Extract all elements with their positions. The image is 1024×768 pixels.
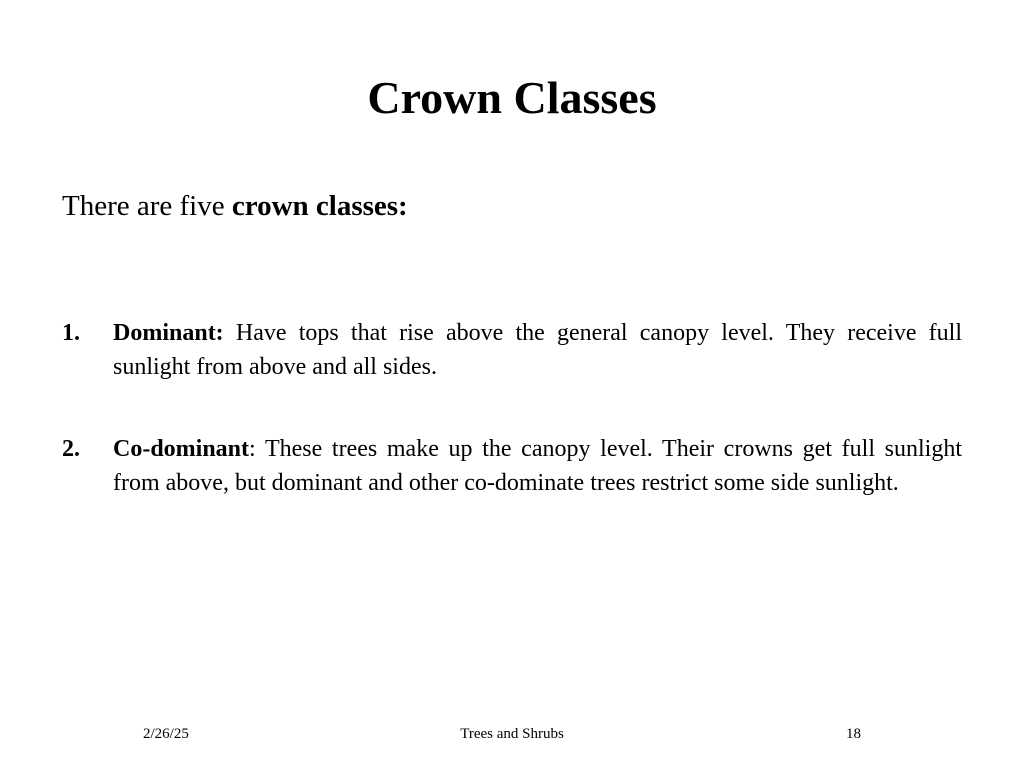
footer-page-number: 18	[846, 726, 861, 742]
list-item-text	[113, 432, 962, 500]
intro-prefix: There are five	[62, 190, 232, 222]
list-number: 2.	[62, 436, 80, 462]
list-number: 1.	[62, 320, 80, 346]
list-item-term: Dominant:	[113, 320, 224, 346]
list-item-term: Co-dominant	[113, 436, 250, 462]
list-item-description: These trees make up the canopy level. Their crowns get full sunlight from above, but dominant and other co-dominate trees restrict some side sunlight.	[113, 436, 962, 496]
list-item-description: Have tops that rise above the general canopy level. They receive full sunlight from above and all sides.	[113, 320, 962, 380]
slide-title: Crown Classes	[367, 72, 657, 123]
intro-emphasis: crown classes:	[231, 190, 408, 222]
intro-text	[62, 188, 408, 224]
footer-title: Trees and Shrubs	[460, 726, 564, 742]
list-item-separator: :	[249, 436, 256, 462]
footer-date: 2/26/25	[143, 726, 189, 742]
list-item-text	[113, 316, 962, 384]
